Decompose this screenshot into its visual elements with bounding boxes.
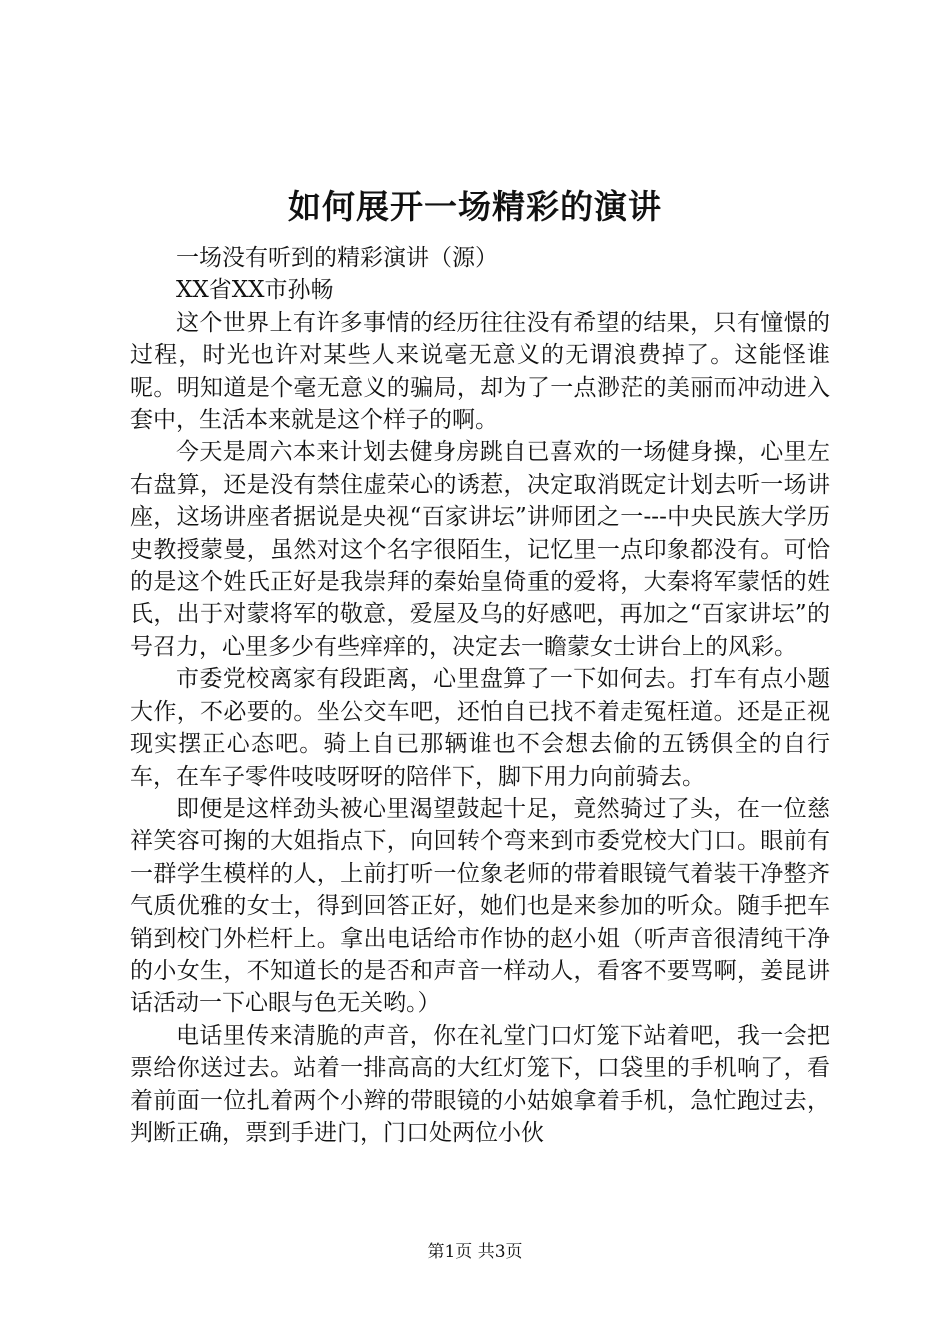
paragraph-author: XX省XX市孙畅 — [176, 277, 334, 304]
document-title: 如何展开一场精彩的演讲 — [288, 187, 662, 226]
paragraph: 电话里传来清脆的声音，你在礼堂门口灯笼下站着吧，我一会把票给你送过去。站着一排高高的大红灯笼下，口袋里的手机响了，看着前面一位扎着两个小辫的带眼镜的小姑娘拿着手机，急忙跑过去，判断正确，票到手进门，门口处两位小伙 — [130, 1022, 830, 1146]
paragraph: 这个世界上有许多事情的经历往往没有希望的结果，只有憧憬的过程，时光也许对某些人来说毫无意义的无谓浪费掉了。这能怪谁呢。明知道是个毫无意义的骗局，却为了一点渺茫的美丽而冲动进入套中，生活本来就是这个样子的啊。 — [130, 309, 830, 434]
page-footer: 第1页 共3页 — [427, 1242, 523, 1262]
document-body — [130, 210, 830, 1149]
paragraph: 今天是周六本来计划去健身房跳自已喜欢的一场健身操，心里左右盘算，还是没有禁住虚荣心的诱惹，决定取消既定计划去听一场讲座，这场讲座者据说是央视“百家讲坛”讲师团之一---中央民族大学历史教授蒙曼，虽然对这个名字很陌生，记忆里一点印象都没有。可恰的是这个姓氏正好是我崇拜的秦始皇倚重的爱将，大秦将军蒙恬的姓氏，出于对蒙将军的敬意，爱屋及乌的好感吧，再加之“百家讲坛”的号召力，心里多少有些痒痒的，决定去一瞻蒙女士讲台上的风彩。 — [130, 439, 830, 660]
paragraph-subtitle: 一场没有听到的精彩演讲（源） — [176, 245, 498, 271]
paragraph: 市委党校离家有段距离，心里盘算了一下如何去。打车有点小题大作，不必要的。坐公交车吧，还怕自已找不着走冤枉道。还是正视现实摆正心态吧。骑上自已那辆谁也不会想去偷的五锈俱全的自行车，在车子零件吱吱呀呀的陪伴下，脚下用力向前骑去。 — [130, 666, 830, 790]
paragraph: 即便是这样劲头被心里渴望鼓起十足，竟然骑过了头，在一位慈祥笑容可掬的大姐指点下，向回转个弯来到市委党校大门口。眼前有一群学生模样的人，上前打听一位象老师的带着眼镜气着装干净整齐气质优雅的女士，得到回答正好，她们也是来参加的听众。随手把车销到校门外栏杆上。拿出电话给市作协的赵小姐（听声音很清纯干净的小女生，不知道长的是否和声音一样动人，看客不要骂啊，姜昆讲话活动一下心眼与色无关哟。） — [130, 795, 830, 1017]
